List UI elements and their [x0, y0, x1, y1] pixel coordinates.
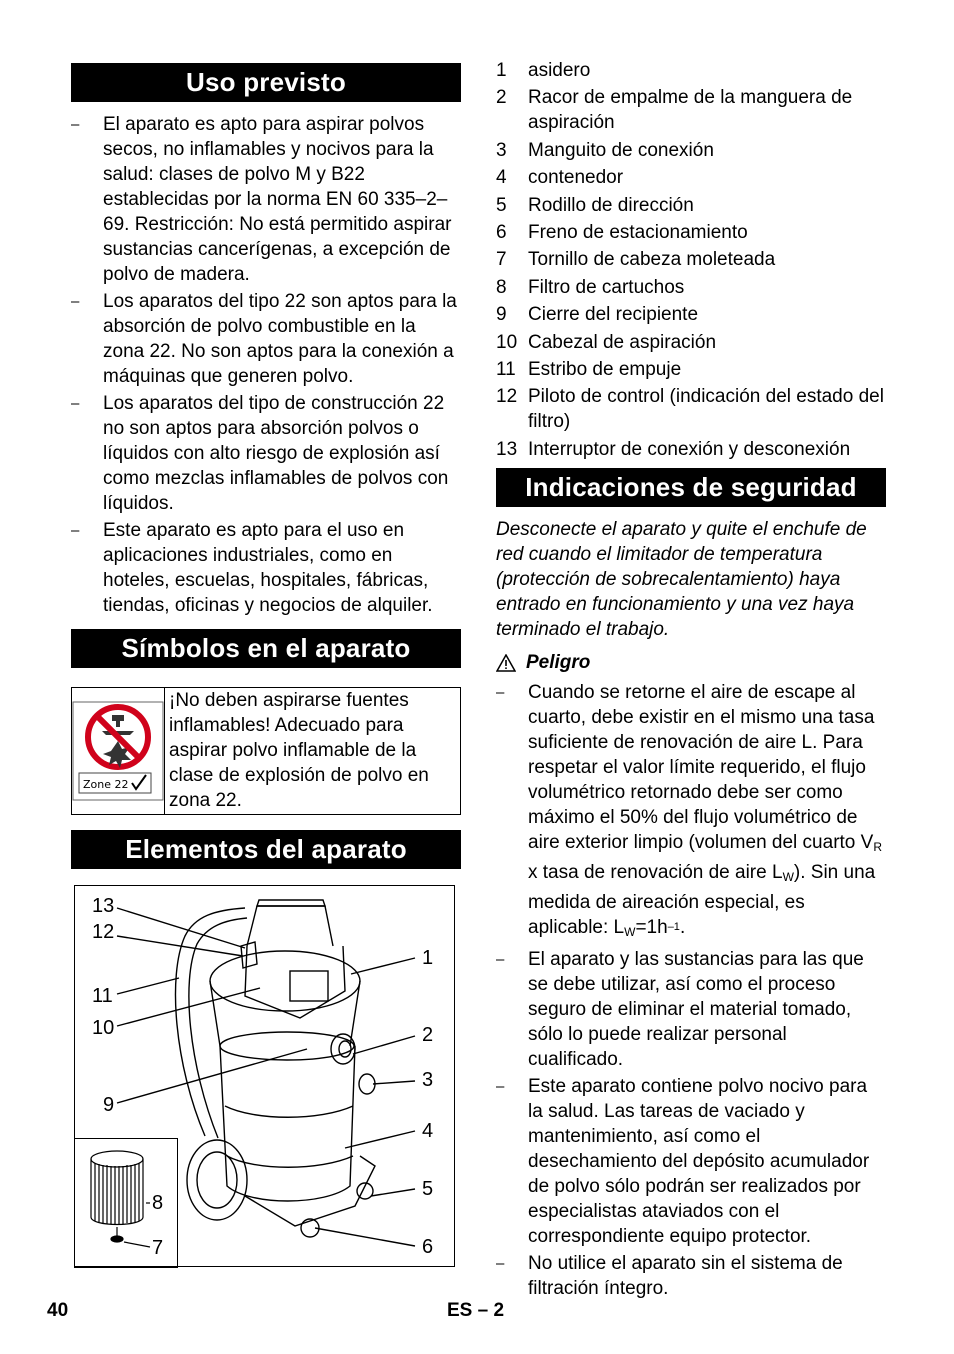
- list-item: 11 Estribo de empuje: [496, 358, 682, 380]
- list-item: – Cuando se retorne el aire de escape al cuarto, debe existir en el mismo una tasa suficiente de renovación de aire L. Para respetar el valor límite requerido, el flujo volumétrico retornado debe ser como máximo el 50% del flujo volumétrico de aire exterior limpio (volumen del cuarto $V_R$ x tasa de renovación de aire $L_W$). Sin una medida de aireación especial, es aplicable: $L_W=1h^{-1}$.: [496, 680, 886, 945]
- list-item: 10 Cabezal de aspiración: [496, 331, 717, 353]
- list-item: – Los aparatos del tipo de construcción 22 no son aptos para absorción polvos o líquidos con alto riesgo de explosión así como mezclas inflamables de polvos con líquidos.: [71, 391, 461, 516]
- list-item: 5 Rodillo de dirección: [496, 194, 694, 216]
- zone-label: Zone 22: [83, 778, 129, 791]
- list-item: 12 Piloto de control (indicación del estado del filtro): [496, 386, 884, 433]
- figure-label-1: 1: [422, 947, 434, 969]
- figure-label-10: 10: [92, 1017, 115, 1039]
- list-item: – Este aparato es apto para el uso en aplicaciones industriales, como en hoteles, escuelas, hospitales, fábricas, tiendas, oficinas y negocios de alquiler.: [71, 518, 461, 618]
- figure-label-13: 13: [92, 895, 115, 917]
- figure-label-9: 9: [103, 1094, 115, 1116]
- page-number: 40: [47, 1300, 69, 1321]
- list-item: 13 Interruptor de conexión y desconexión: [496, 438, 851, 460]
- list-item: 4 contenedor: [496, 167, 624, 189]
- safety-intro: Desconecte el aparato y quite el enchufe de red cuando el limitador de temperatura (protección de sobrecalentamiento) haya entrado en funcionamiento y una vez haya terminado el trabajo.: [496, 518, 867, 640]
- list-item: 3 Manguito de conexión: [496, 139, 714, 161]
- list-item: – Este aparato contiene polvo nocivo para la salud. Las tareas de vaciado y mantenimiento, así como el desechamiento del depósito acumulador de polvo sólo podrán ser realizados por especialistas ataviados con el correspondiente equipo protector.: [496, 1074, 886, 1249]
- figure-label-11: 11: [92, 985, 113, 1007]
- list-item: 9 Cierre del recipiente: [496, 304, 699, 326]
- no-ignition-source-icon: [72, 701, 164, 801]
- heading-uso-previsto: Uso previsto: [71, 63, 461, 102]
- figure-label-2: 2: [422, 1024, 434, 1046]
- list-item: – No utilice el aparato sin el sistema de filtración íntegro.: [496, 1251, 886, 1301]
- list-item: – El aparato y las sustancias para las que se debe utilizar, así como el proceso seguro de eliminar el material tomado, sólo lo puede realizar personal cualificado.: [496, 947, 886, 1072]
- list-item: 2 Racor de empalme de la manguera de aspiración: [496, 87, 853, 134]
- heading-simbolos: Símbolos en el aparato: [71, 629, 461, 668]
- list-item: 7 Tornillo de cabeza moleteada: [496, 249, 776, 271]
- symbol-table: [71, 687, 461, 815]
- figure-label-3: 3: [422, 1069, 434, 1091]
- device-figure: [74, 885, 455, 1267]
- figure-label-7: 7: [152, 1237, 164, 1259]
- figure-label-12: 12: [92, 921, 115, 943]
- list-item: 8 Filtro de cartuchos: [496, 276, 685, 298]
- symbol-description: ¡No deben aspirarse fuentes inflamables! Adecuado para aspirar polvo inflamable de la clase de explosión de polvo en zona 22.: [169, 690, 429, 811]
- list-item: 1 asidero: [496, 60, 591, 81]
- list-item: – El aparato es apto para aspirar polvos secos, no inflamables y nocivos para la salud: clases de polvo M y B22 establecidas por la norma EN 60 335–2–69. Restricción: No está permitido aspirar sustancias cancerígenas, a excepción de polvo de madera.: [71, 112, 461, 287]
- left-column: [71, 63, 461, 869]
- warning-triangle-icon: [496, 654, 516, 672]
- page-lang-number: ES – 2: [447, 1300, 505, 1321]
- danger-notice: [496, 652, 886, 674]
- list-item: 6 Freno de estacionamiento: [496, 221, 748, 243]
- heading-elementos: Elementos del aparato: [71, 830, 461, 869]
- uso-previsto-list: [71, 112, 461, 618]
- list-item: – Los aparatos del tipo 22 son aptos para la absorción de polvo combustible en la zona 22. No son aptos para la conexión a máquinas que generen polvo.: [71, 289, 461, 389]
- symbol-cell: [72, 688, 165, 814]
- danger-label: Peligro: [526, 651, 591, 673]
- parts-list: [496, 58, 886, 462]
- figure-label-5: 5: [422, 1178, 434, 1200]
- safety-list: [496, 680, 886, 1301]
- heading-seguridad: Indicaciones de seguridad: [496, 468, 886, 507]
- right-column: [496, 58, 886, 1303]
- figure-label-6: 6: [422, 1236, 434, 1258]
- figure-label-4: 4: [422, 1120, 434, 1142]
- figure-label-8: 8: [152, 1192, 164, 1214]
